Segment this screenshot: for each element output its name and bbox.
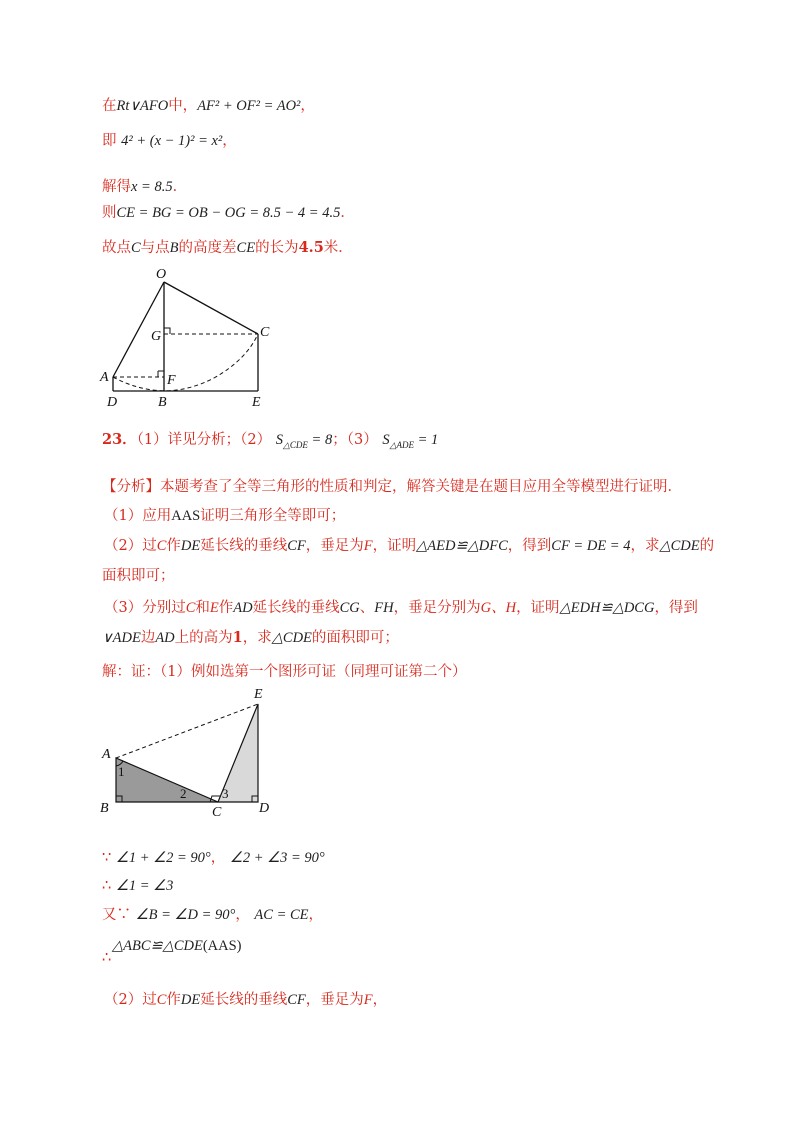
triangle-name: Rt∨AFO bbox=[116, 98, 169, 114]
text: 的高度差 bbox=[178, 240, 237, 256]
solution-line-3 bbox=[102, 177, 187, 197]
text: 延长线的垂线 bbox=[200, 992, 288, 1008]
text: 解得 bbox=[102, 179, 131, 195]
formula: 4² + (x − 1)² = x² bbox=[121, 133, 223, 149]
text: 解：证：（1）例如选第一个图形可证（同理可证第二个） bbox=[102, 664, 467, 680]
figure-1-diagram bbox=[96, 266, 286, 411]
segment-label: DE bbox=[180, 538, 201, 554]
text: ． bbox=[172, 179, 188, 195]
point-label: E bbox=[209, 600, 219, 616]
solution-line-1 bbox=[102, 96, 315, 116]
point-label: F bbox=[363, 992, 373, 1008]
text: ， bbox=[210, 850, 226, 866]
point-label: C bbox=[156, 992, 167, 1008]
congruence: △AED≌△DFC bbox=[416, 538, 508, 554]
text: 即 bbox=[102, 133, 117, 149]
text: 的长为 bbox=[255, 240, 299, 256]
point-label: C bbox=[131, 240, 141, 256]
text: ，证明 bbox=[372, 538, 417, 554]
proof-line-1 bbox=[102, 848, 325, 868]
question-number: 23． bbox=[102, 431, 137, 448]
segment-label: CE bbox=[236, 240, 256, 256]
triangle-name: △CDE bbox=[659, 538, 700, 554]
right-angle-f bbox=[158, 371, 164, 377]
label-d: D bbox=[107, 395, 118, 410]
analysis-item-3-cont bbox=[102, 628, 399, 648]
text: （1）应用 bbox=[104, 508, 172, 524]
area-expression-1 bbox=[276, 432, 332, 448]
text: 延长线的垂线 bbox=[200, 538, 288, 554]
proof-line-2 bbox=[102, 876, 173, 896]
text: ， bbox=[222, 133, 237, 149]
proof-line-4-symbol bbox=[102, 948, 111, 968]
label-angle-3: 3 bbox=[222, 786, 229, 801]
analysis-heading bbox=[102, 477, 682, 497]
label-angle-1: 1 bbox=[118, 764, 125, 779]
answer-value: 4.5 bbox=[298, 239, 324, 256]
label-b2: B bbox=[100, 801, 109, 816]
formula: x = 8.5 bbox=[131, 179, 173, 195]
text: ，得到 bbox=[507, 538, 552, 554]
congruence: △EDH≌△DCG bbox=[559, 600, 655, 616]
text: （3）分别过 bbox=[104, 600, 186, 616]
segment-label: FH bbox=[374, 600, 394, 616]
text: ；（3） bbox=[332, 432, 378, 448]
proof-line-3 bbox=[102, 905, 323, 925]
point-label: C bbox=[156, 538, 167, 554]
label-angle-2: 2 bbox=[180, 786, 187, 801]
label-c2: C bbox=[212, 805, 222, 820]
s-symbol: S bbox=[275, 432, 283, 448]
s-subscript: △CDE bbox=[283, 439, 308, 450]
dashed-arc bbox=[113, 334, 258, 391]
text: 作 bbox=[166, 538, 181, 554]
analysis-item-2-cont bbox=[102, 566, 175, 586]
text: 中， bbox=[168, 98, 198, 114]
formula: AC = CE bbox=[254, 907, 309, 923]
label-d2: D bbox=[259, 801, 270, 816]
text: ，求 bbox=[242, 630, 272, 646]
text: 边 bbox=[140, 630, 156, 646]
point-labels: G、H bbox=[480, 600, 517, 616]
text: 在 bbox=[102, 98, 117, 114]
text: 延长线的垂线 bbox=[252, 600, 340, 616]
label-o: O bbox=[156, 267, 167, 282]
text: 面积即可； bbox=[102, 568, 175, 584]
aas-label: (AAS) bbox=[202, 938, 242, 954]
text: 与点 bbox=[140, 240, 170, 256]
text: ， bbox=[308, 907, 324, 923]
text: ， bbox=[372, 992, 388, 1008]
area-expression-2 bbox=[382, 432, 438, 448]
because-symbol: 又∵ bbox=[102, 907, 131, 923]
analysis-tag: 【分析】 bbox=[102, 479, 160, 495]
text: 作 bbox=[218, 600, 234, 616]
text: ，垂足为 bbox=[305, 992, 364, 1008]
label-e2: E bbox=[254, 687, 263, 702]
q23-answer-line bbox=[102, 430, 438, 455]
label-g: G bbox=[151, 329, 162, 344]
text: 作 bbox=[166, 992, 181, 1008]
analysis-item-2 bbox=[104, 536, 714, 556]
text: （2）过 bbox=[104, 992, 157, 1008]
s-subscript: △ADE bbox=[389, 439, 414, 450]
text: ，证明 bbox=[516, 600, 560, 616]
therefore-symbol: ∴ bbox=[102, 878, 112, 894]
solution-line-4 bbox=[102, 203, 355, 223]
formula: CE = BG = OB − OG = 8.5 − 4 = 4.5 bbox=[116, 205, 341, 221]
text: 的面积即可； bbox=[311, 630, 399, 646]
text: ， bbox=[300, 98, 315, 114]
because-symbol: ∵ bbox=[102, 850, 112, 866]
solution-line-2 bbox=[102, 131, 237, 151]
text: ，求 bbox=[630, 538, 660, 554]
analysis-item-3 bbox=[104, 598, 698, 618]
solution-line-5 bbox=[102, 238, 353, 258]
triangle-name: ∨ADE bbox=[102, 630, 141, 646]
text: 证明三角形全等即可； bbox=[200, 508, 346, 524]
formula: ∠B = ∠D = 90° bbox=[135, 907, 236, 923]
value: 1 bbox=[232, 629, 243, 646]
segment-label: CF bbox=[287, 992, 306, 1008]
formula: CF = DE = 4 bbox=[551, 538, 631, 554]
formula: ∠1 = ∠3 bbox=[115, 878, 174, 894]
segment-label: AD bbox=[233, 600, 253, 616]
point-label: C bbox=[185, 600, 196, 616]
text: ，垂足为 bbox=[305, 538, 364, 554]
s-value: = 1 bbox=[417, 432, 439, 448]
text: 上的高为 bbox=[174, 630, 233, 646]
text: （1）详见分析；（2） bbox=[136, 432, 272, 448]
segment-label: AD bbox=[155, 630, 175, 646]
formula: ∠1 + ∠2 = 90° bbox=[115, 850, 211, 866]
label-c: C bbox=[260, 325, 270, 340]
label-f: F bbox=[167, 373, 176, 388]
text: ， bbox=[235, 907, 250, 923]
analysis-item-1 bbox=[104, 506, 345, 526]
segment-label: DE bbox=[180, 992, 201, 1008]
figure-2-diagram bbox=[96, 684, 286, 820]
aas-label: AAS bbox=[171, 508, 201, 524]
text: （2）过 bbox=[104, 538, 157, 554]
text: 故点 bbox=[102, 240, 131, 256]
proof-intro bbox=[102, 662, 466, 682]
segment-label: CG bbox=[339, 600, 360, 616]
text: 、 bbox=[359, 600, 375, 616]
proof-line-4 bbox=[112, 936, 242, 956]
s-symbol: S bbox=[382, 432, 390, 448]
text: 米． bbox=[323, 240, 353, 256]
point-label: B bbox=[169, 240, 179, 256]
segment-oc bbox=[164, 282, 258, 334]
right-angle-g bbox=[164, 328, 170, 334]
s-value: = 8 bbox=[311, 432, 333, 448]
label-a2: A bbox=[102, 747, 111, 762]
text: ，得到 bbox=[654, 600, 698, 616]
text: 则 bbox=[102, 205, 117, 221]
text: 的 bbox=[699, 538, 715, 554]
formula: AF² + OF² = AO² bbox=[197, 98, 301, 114]
therefore-symbol: ∴ bbox=[102, 950, 112, 966]
label-a: A bbox=[100, 370, 109, 385]
label-e: E bbox=[252, 395, 261, 410]
congruence: △ABC≌△CDE bbox=[112, 938, 203, 954]
text: ． bbox=[340, 205, 355, 221]
point-label: F bbox=[363, 538, 373, 554]
triangle-name: △CDE bbox=[271, 630, 312, 646]
analysis-text: 本题考查了全等三角形的性质和判定，解答关键是在题目应用全等模型进行证明． bbox=[160, 479, 682, 495]
dashed-ae bbox=[116, 704, 258, 758]
triangle-abc bbox=[116, 758, 218, 802]
segment-label: CF bbox=[287, 538, 306, 554]
formula: ∠2 + ∠3 = 90° bbox=[229, 850, 325, 866]
text: 和 bbox=[195, 600, 210, 616]
proof-line-5 bbox=[104, 990, 387, 1010]
label-b: B bbox=[158, 395, 167, 410]
text: ，垂足分别为 bbox=[393, 600, 481, 616]
